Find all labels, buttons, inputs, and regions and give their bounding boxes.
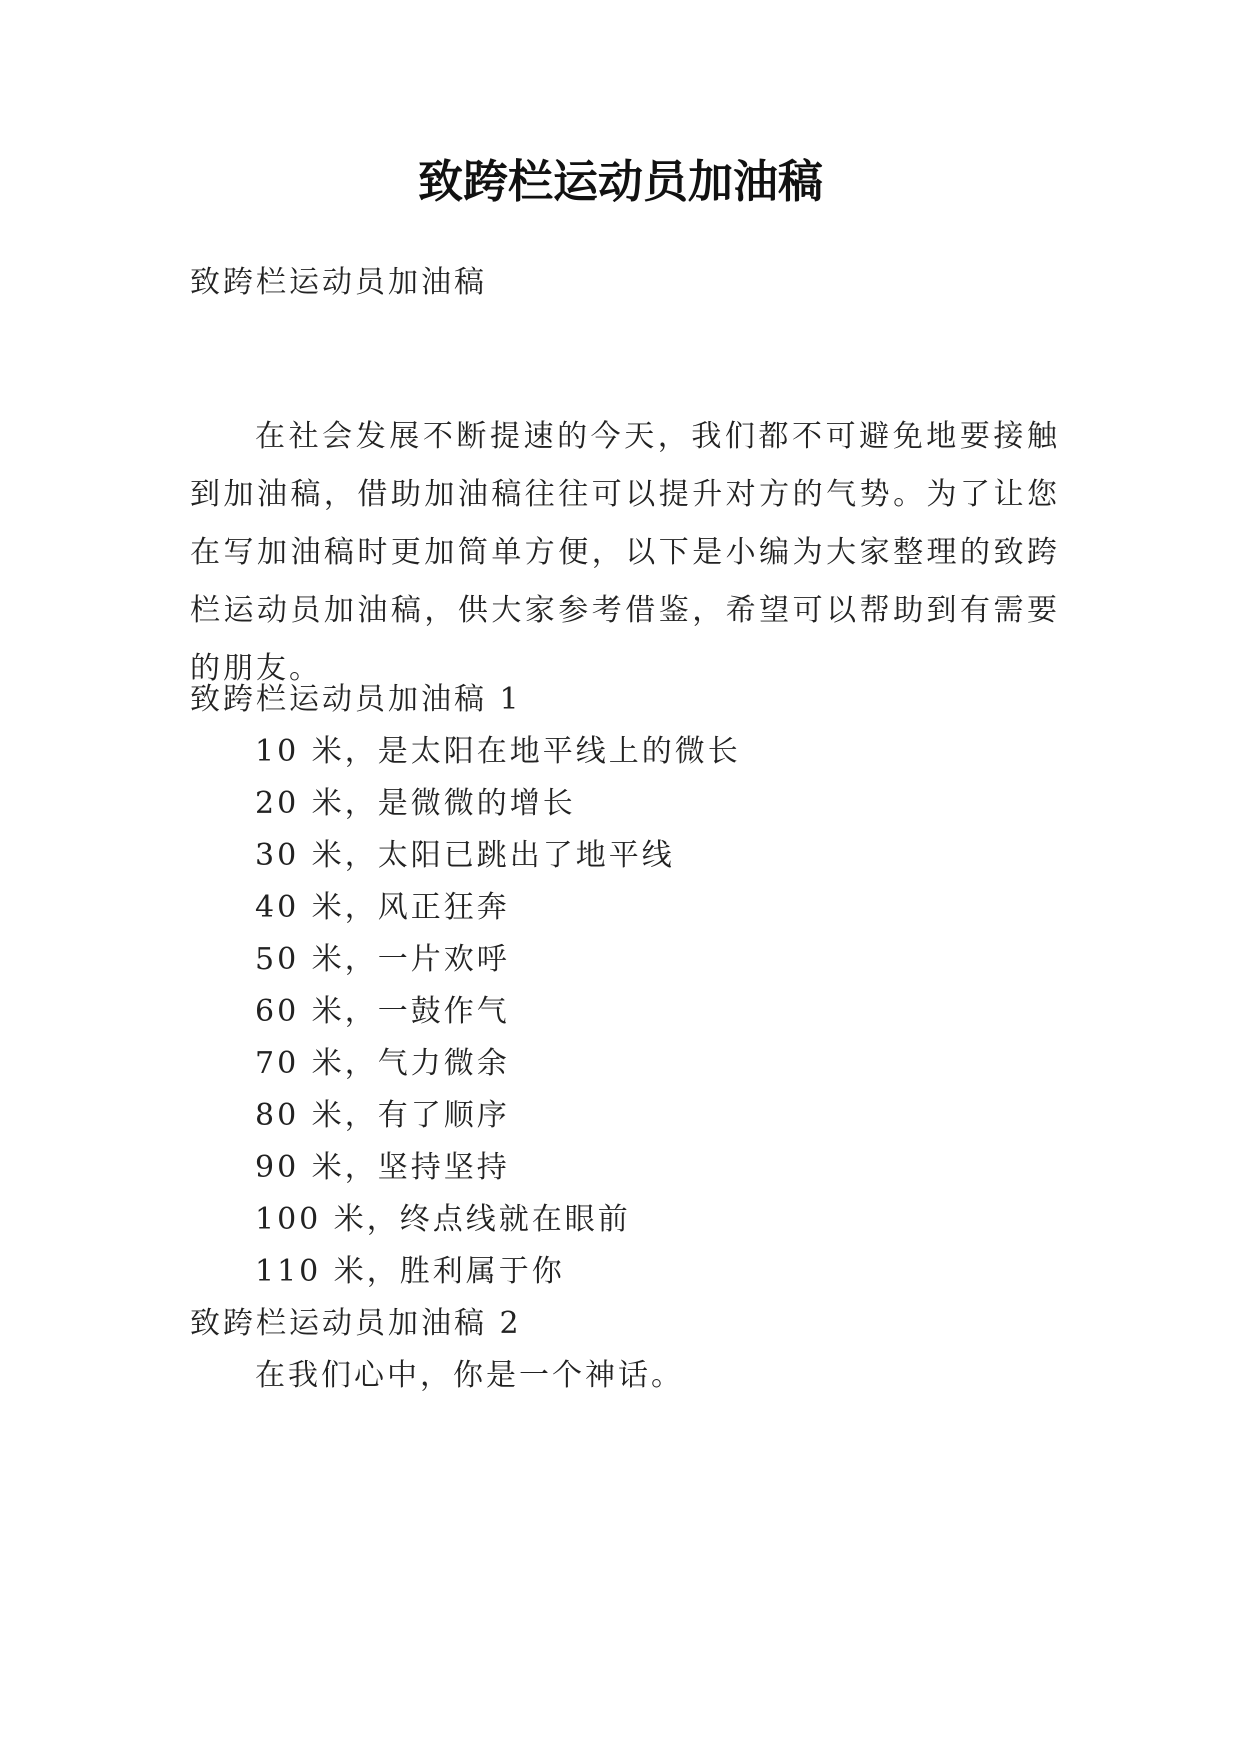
verse-line: 50 米，一片欢呼	[255, 942, 510, 977]
verse-line: 在我们心中，你是一个神话。	[255, 1358, 684, 1393]
verse-line: 80 米，有了顺序	[255, 1098, 510, 1133]
page-title: 致跨栏运动员加油稿	[417, 155, 823, 208]
verse-line: 90 米，坚持坚持	[255, 1150, 510, 1185]
document-subtitle: 致跨栏运动员加油稿	[190, 265, 487, 300]
verse-line: 60 米，一鼓作气	[255, 994, 510, 1029]
verse-line: 70 米，气力微余	[255, 1046, 510, 1081]
intro-paragraph: 在社会发展不断提速的今天，我们都不可避免地要接触到加油稿，借助加油稿往往可以提升对方的气势。为了让您在写加油稿时更加简单方便，以下是小编为大家整理的致跨栏运动员加油稿，供大家参考借鉴，希望可以帮助到有需要的朋友。	[190, 419, 1060, 686]
verse-line: 10 米，是太阳在地平线上的微长	[255, 734, 741, 769]
verse-line: 100 米，终点线就在眼前	[255, 1202, 631, 1237]
verse-line: 40 米，风正狂奔	[255, 890, 510, 925]
verse-line: 20 米，是微微的增长	[255, 786, 576, 821]
section-heading-2: 致跨栏运动员加油稿 2	[190, 1306, 522, 1341]
verse-line: 110 米，胜利属于你	[255, 1254, 565, 1289]
verse-line: 30 米，太阳已跳出了地平线	[255, 838, 675, 873]
section-heading-1: 致跨栏运动员加油稿 1	[190, 682, 522, 717]
